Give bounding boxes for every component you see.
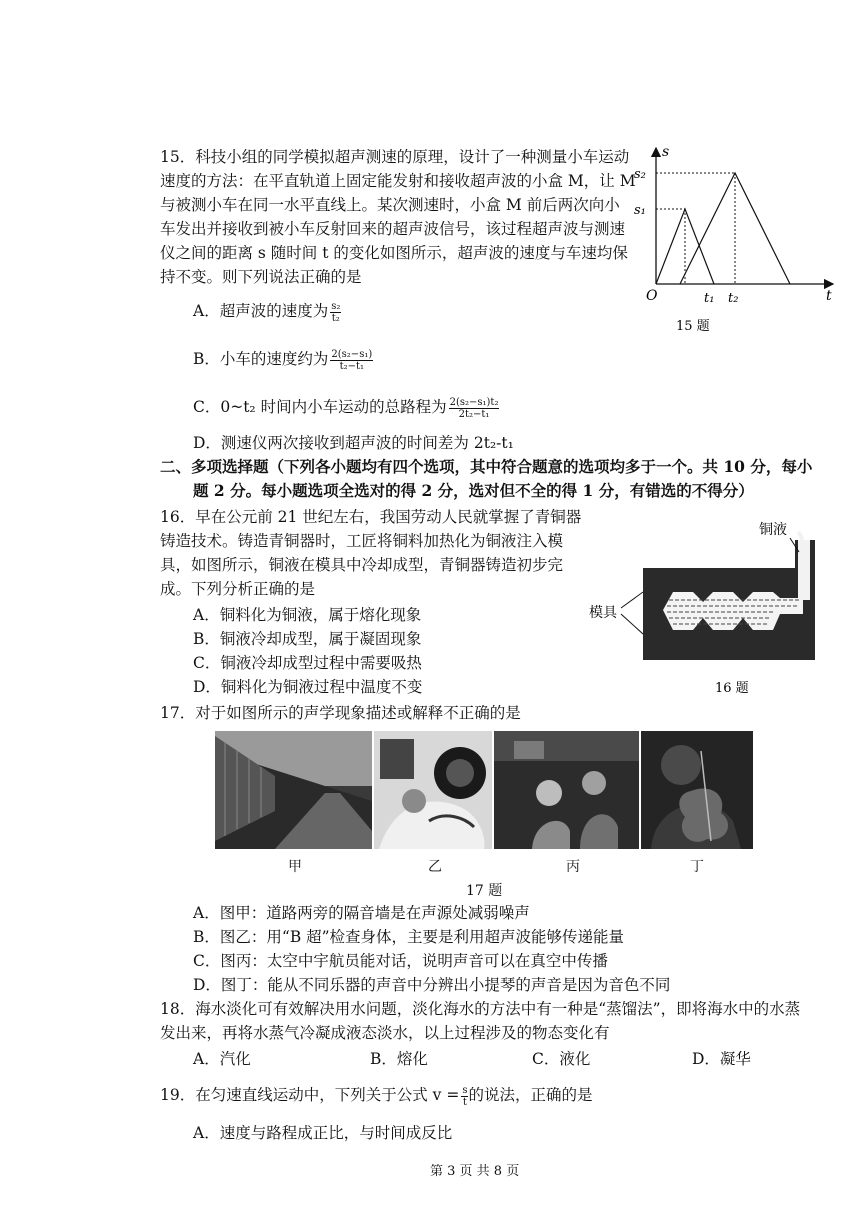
q17-option-c: C．图丙：太空中宇航员能对话，说明声音可以在真空中传播 [193, 952, 608, 970]
q16-line-1: 16．早在公元前 21 世纪左右，我国劳动人民就掌握了青铜器 [160, 508, 582, 526]
q18-option-c: C．液化 [532, 1050, 591, 1068]
q15-line-5: 仪之间的距离 s 随时间 t 的变化如图所示，超声波的速度与车速均保 [160, 244, 628, 262]
photo-ding-violin [641, 731, 753, 849]
q16-mold-figure [585, 510, 845, 700]
q18-option-b: B．熔化 [370, 1050, 428, 1068]
q15-option-d: D．测速仪两次接收到超声波的时间差为 2t₂-t₁ [193, 434, 514, 452]
mold-pointer-1 [621, 592, 643, 608]
q16-figure-caption: 16 题 [715, 681, 749, 696]
q16-line-4: 成。下列分析正确的是 [160, 580, 316, 598]
q19-stem: 19．在匀速直线运动中，下列关于公式 v = $\frac{s}{t}$ 的说法，正确的是 [160, 1084, 593, 1108]
s1-label: s₁ [634, 203, 646, 218]
page-footer: 第 3 页 共 8 页 [430, 1164, 520, 1179]
q16-line-2: 铸造技术。铸造青铜器时，工匠将铜料加热化为铜液注入模 [160, 532, 564, 550]
q15-line-1: 15．科技小组的同学模拟超声测速的原理，设计了一种测量小车运动 [160, 148, 630, 166]
liquid-label: 铜液 [759, 522, 787, 538]
section-2-line-1: 二、多项选择题（下列各小题均有四个选项，其中符合题意的选项均多于一个。共 10 分，每小 [160, 457, 813, 476]
q16-option-c: C．铜液冷却成型过程中需要吸热 [193, 654, 422, 672]
q17-option-a: A．图甲：道路两旁的隔音墙是在声源处减弱噪声 [193, 904, 530, 922]
q18-option-d: D．凝华 [692, 1050, 751, 1068]
q15-st-graph [628, 140, 843, 340]
q18-option-a: A．汽化 [193, 1050, 251, 1068]
t1-label: t₁ [704, 291, 715, 306]
q17-option-b: B．图乙：用“B 超”检查身体，主要是利用超声波能够传递能量 [193, 928, 625, 946]
photo-yi-ultrasound [374, 731, 492, 849]
q15-option-b: B．小车的速度约为 $\frac{\text{2(s₂−s₁)}}{\text{t₂−t₁}}$ [193, 348, 373, 372]
x-axis-label: t [826, 288, 832, 304]
q15-option-c: C．0~t₂ 时间内小车运动的总路程为 $\frac{\text{2(s₂−s₁)t₂}}{\text{2t₂−t₁}}$ [193, 396, 499, 420]
q15-line-3: 与被测小车在同一水平直线上。某次测速时，小盒 M 前后两次向小 [160, 196, 620, 214]
q15-line-2: 速度的方法：在平直轨道上固定能发射和接收超声波的小盒 M，让 M [160, 172, 636, 190]
q15-line-4: 车发出并接收到被小车反射回来的超声波信号，该过程超声波与测速 [160, 220, 626, 238]
q18-line-2: 发出来，再将水蒸气冷凝成液态淡水，以上过程涉及的物态变化有 [160, 1024, 610, 1042]
photo-label-bing: 丙 [566, 859, 580, 875]
q15-line-6: 持不变。则下列说法正确的是 [160, 268, 362, 286]
q15-figure-caption: 15 题 [676, 319, 710, 334]
q19-option-a: A．速度与路程成正比，与时间成反比 [193, 1124, 453, 1142]
photo-bing-astronauts [494, 731, 639, 849]
photo-jia-sound-barrier [215, 731, 372, 849]
q16-line-3: 具，如图所示，铜液在模具中冷却成型，青铜器铸造初步完 [160, 556, 564, 574]
photo-label-jia: 甲 [288, 859, 302, 875]
q16-option-a: A．铜料化为铜液，属于熔化现象 [193, 606, 422, 624]
t2-label: t₂ [728, 291, 739, 306]
s2-label: s₂ [634, 167, 646, 182]
origin-label: O [646, 288, 658, 304]
section-2-line-2: 题 2 分。每小题选项全选对的得 2 分，选对但不全的得 1 分，有错选的不得分） [193, 481, 754, 500]
q16-option-b: B．铜液冷却成型，属于凝固现象 [193, 630, 422, 648]
mold-pointer-2 [621, 614, 643, 634]
q18-line-1: 18．海水淡化可有效解决用水问题，淡化海水的方法中有一种是“蒸馏法”，即将海水中的水蒸 [160, 1000, 801, 1018]
q16-option-d: D．铜料化为铜液过程中温度不变 [193, 678, 423, 696]
q17-figure-caption: 17 题 [466, 883, 503, 899]
photo-label-ding: 丁 [690, 859, 704, 875]
q15-option-a: A．超声波的速度为 $\frac{\text{s₂}}{\text{t₂}}$ [193, 300, 341, 324]
q17-option-d: D．图丁：能从不同乐器的声音中分辨出小提琴的声音是因为音色不同 [193, 976, 671, 994]
mold-label: 模具 [589, 605, 617, 621]
q17-stem: 17．对于如图所示的声学现象描述或解释不正确的是 [160, 704, 521, 722]
y-axis-label: s [662, 144, 670, 160]
photo-label-yi: 乙 [428, 859, 442, 875]
